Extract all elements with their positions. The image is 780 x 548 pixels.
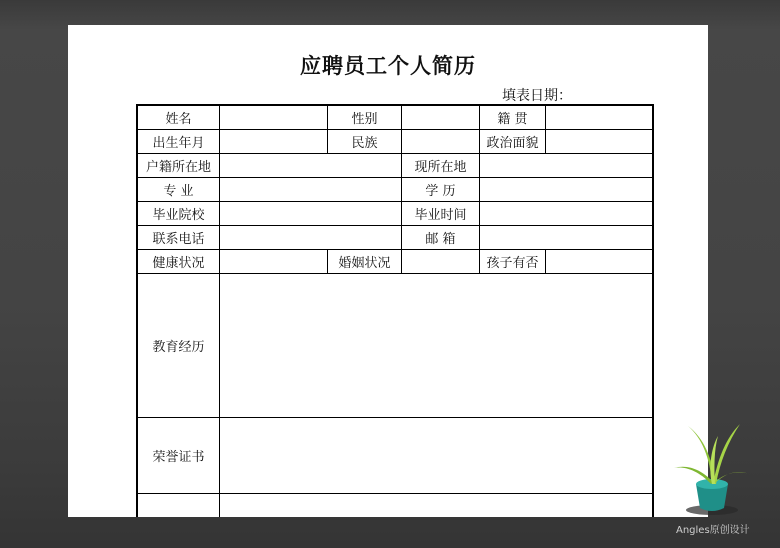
value-birth[interactable] xyxy=(220,130,328,154)
value-household[interactable] xyxy=(220,154,402,178)
label-next-row xyxy=(138,494,220,517)
value-ethnicity[interactable] xyxy=(402,130,480,154)
fill-date-label: 填表日期： xyxy=(502,88,572,104)
label-email: 邮 箱 xyxy=(402,226,480,250)
label-household: 户籍所在地 xyxy=(138,154,220,178)
label-degree: 学 历 xyxy=(402,178,480,202)
page-title: 应聘员工个人简历 xyxy=(300,54,476,78)
label-school: 毕业院校 xyxy=(138,202,220,226)
value-gender[interactable] xyxy=(402,106,480,130)
value-native-place[interactable] xyxy=(546,106,652,130)
label-current-address: 现所在地 xyxy=(402,154,480,178)
value-next-row[interactable] xyxy=(220,494,652,517)
label-children: 孩子有否 xyxy=(480,250,546,274)
value-school[interactable] xyxy=(220,202,402,226)
value-education[interactable] xyxy=(220,274,652,418)
value-degree[interactable] xyxy=(480,178,652,202)
label-name: 姓名 xyxy=(138,106,220,130)
resume-page xyxy=(68,25,708,517)
label-ethnicity: 民族 xyxy=(328,130,402,154)
label-health: 健康状况 xyxy=(138,250,220,274)
value-major[interactable] xyxy=(220,178,402,202)
label-marital: 婚姻状况 xyxy=(328,250,402,274)
label-political: 政治面貌 xyxy=(480,130,546,154)
footer-credit: Angles原创设计 xyxy=(676,525,750,536)
label-honors: 荣誉证书 xyxy=(138,418,220,494)
value-current-address[interactable] xyxy=(480,154,652,178)
value-name[interactable] xyxy=(220,106,328,130)
label-phone: 联系电话 xyxy=(138,226,220,250)
label-native-place: 籍 贯 xyxy=(480,106,546,130)
label-gender: 性别 xyxy=(328,106,402,130)
resume-table xyxy=(136,104,654,517)
value-marital[interactable] xyxy=(402,250,480,274)
label-birth: 出生年月 xyxy=(138,130,220,154)
value-political[interactable] xyxy=(546,130,652,154)
label-grad-time: 毕业时间 xyxy=(402,202,480,226)
label-education: 教育经历 xyxy=(138,274,220,418)
value-phone[interactable] xyxy=(220,226,402,250)
value-email[interactable] xyxy=(480,226,652,250)
value-health[interactable] xyxy=(220,250,328,274)
value-honors[interactable] xyxy=(220,418,652,494)
value-grad-time[interactable] xyxy=(480,202,652,226)
label-major: 专 业 xyxy=(138,178,220,202)
value-children[interactable] xyxy=(546,250,652,274)
plant-decoration-icon xyxy=(668,418,754,518)
